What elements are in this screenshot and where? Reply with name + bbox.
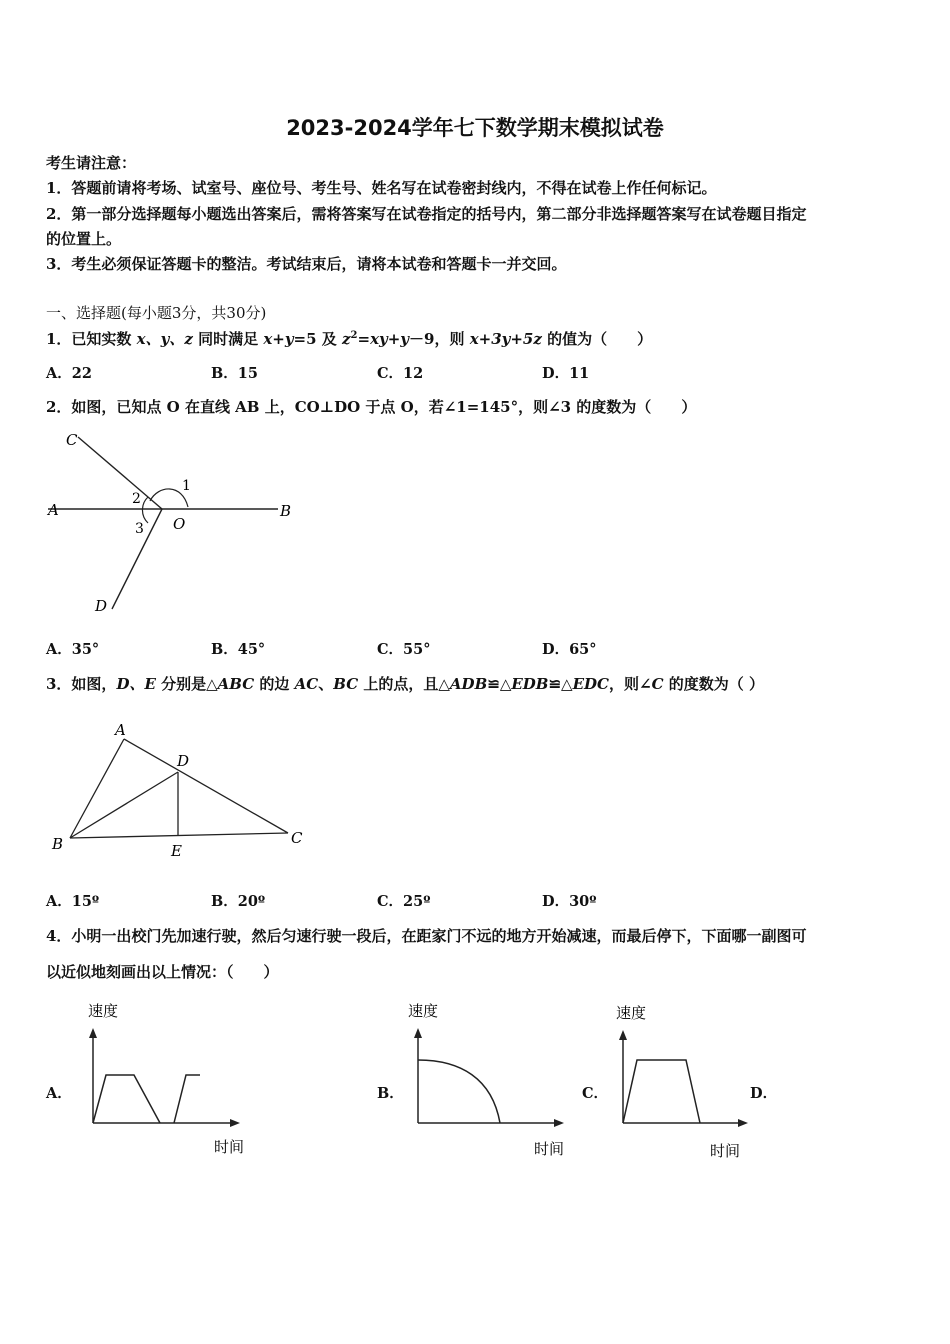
- q1-vars: x、y、z: [136, 330, 193, 348]
- q1-eq2: =xy+y: [357, 330, 410, 348]
- q4-option-c[interactable]: C．: [582, 1085, 609, 1102]
- segment-bd: [70, 772, 178, 838]
- question-4-line-2: 以近似地刻画出以上情况：（ ）: [46, 963, 279, 981]
- x-axis-arrow: [554, 1119, 564, 1127]
- q1-prefix: 1．已知实数: [46, 330, 137, 348]
- q3-figure: [40, 715, 320, 865]
- label-d: D: [177, 752, 190, 770]
- q3-suffix: 的度数为（ ）: [663, 675, 764, 693]
- y-axis-label: 速度: [408, 1002, 439, 1020]
- graph-b: [400, 998, 580, 1168]
- q2-option-d[interactable]: D．65°: [542, 641, 597, 658]
- q3-cong1: ≌△: [487, 675, 512, 693]
- speed-curve: [623, 1060, 700, 1123]
- q1-eq1: x+y: [263, 330, 294, 348]
- q3-option-d[interactable]: D．30º: [542, 893, 597, 910]
- q3-edb: EDB: [511, 675, 549, 693]
- notice-item: 3．考生必须保证答题卡的整洁。考试结束后，请将本试卷和答题卡一并交回。: [46, 255, 567, 273]
- q2-option-a[interactable]: A．35°: [46, 641, 100, 658]
- speed-curve: [93, 1075, 160, 1123]
- q3-mid4: 上的点，且△: [358, 675, 450, 693]
- label-a: A: [115, 721, 126, 739]
- label-angle-3: 3: [135, 521, 144, 537]
- label-angle-1: 1: [182, 478, 191, 494]
- q1-option-b[interactable]: B．15: [211, 365, 258, 382]
- q3-mid3: 、: [318, 675, 334, 693]
- q1-eq2b: －9，则: [409, 330, 470, 348]
- q3-mid2: 的边: [254, 675, 295, 693]
- graph-c: [608, 998, 758, 1168]
- q1-sup: 2: [350, 330, 358, 341]
- side-ac: [124, 739, 288, 833]
- q1-expr: x+3y+5z: [469, 330, 542, 348]
- label-c: C: [66, 431, 78, 449]
- x-axis-arrow: [738, 1119, 748, 1127]
- question-3: [46, 673, 764, 694]
- x-axis-label: 时间: [534, 1140, 565, 1158]
- q3-cong2: ≌△: [548, 675, 573, 693]
- notice-item: 2．第一部分选择题每小题选出答案后，需将答案写在试卷指定的括号内，第二部分非选择题答案写在试卷题目指定: [46, 205, 807, 223]
- label-c: C: [291, 829, 303, 847]
- x-axis-label: 时间: [214, 1138, 245, 1156]
- graph-a: [80, 998, 260, 1168]
- label-angle-2: 2: [132, 491, 141, 507]
- label-a: A: [48, 501, 59, 519]
- label-b: B: [52, 835, 64, 853]
- q2-option-c[interactable]: C．55°: [377, 641, 431, 658]
- q3-abc: ABC: [217, 675, 255, 693]
- q3-bc: BC: [333, 675, 359, 693]
- label-d: D: [95, 597, 108, 615]
- q4-option-a[interactable]: A．: [46, 1085, 72, 1102]
- label-b: B: [280, 502, 292, 520]
- y-axis-arrow: [414, 1028, 422, 1038]
- q3-option-b[interactable]: B．20º: [211, 893, 266, 910]
- q1-option-d[interactable]: D．11: [542, 365, 590, 382]
- q4-option-b[interactable]: B．: [377, 1085, 404, 1102]
- q2-figure: [40, 425, 310, 620]
- q3-pts: D、E: [116, 675, 156, 693]
- label-o: O: [173, 515, 186, 533]
- x-axis-arrow: [230, 1119, 240, 1127]
- q1-eq1b: =5 及: [293, 330, 342, 348]
- y-axis-label: 速度: [616, 1004, 647, 1022]
- q1-mid: 同时满足: [192, 330, 264, 348]
- angle-2-3-arc: [142, 497, 148, 523]
- notice-item: 1．答题前请将考场、试室号、座位号、考生号、姓名写在试卷密封线内，不得在试卷上作任何标记。: [46, 179, 717, 197]
- q4-option-d[interactable]: D．: [750, 1085, 778, 1102]
- question-2: 2．如图，已知点 O 在直线 AB 上，CO⊥DO 于点 O，若∠1=145°，则∠3 的度数为（ ）: [46, 398, 697, 416]
- y-axis-arrow: [89, 1028, 97, 1038]
- q1-option-a[interactable]: A．22: [46, 365, 92, 382]
- q3-option-a[interactable]: A．15º: [46, 893, 100, 910]
- notice-item: 的位置上。: [46, 230, 122, 248]
- q1-option-c[interactable]: C．12: [377, 365, 424, 382]
- y-axis-arrow: [619, 1030, 627, 1040]
- speed-curve-2: [174, 1075, 200, 1123]
- q3-mid5: ，则∠: [608, 675, 652, 693]
- question-1: [46, 328, 652, 349]
- question-4-line-1: 4．小明一出校门先加速行驶，然后匀速行驶一段后，在距家门不远的地方开始减速，而最后停下，下面哪一副图可: [46, 927, 807, 945]
- q1-suffix: 的值为（ ）: [541, 330, 653, 348]
- speed-curve: [418, 1060, 500, 1123]
- q2-option-b[interactable]: B．45°: [211, 641, 266, 658]
- q3-mid1: 分别是△: [155, 675, 218, 693]
- side-ab: [70, 739, 124, 838]
- q3-ac: AC: [294, 675, 319, 693]
- side-bc: [70, 833, 288, 838]
- q1-z: z: [342, 330, 351, 348]
- q3-adb: ADB: [449, 675, 488, 693]
- label-e: E: [171, 842, 182, 860]
- x-axis-label: 时间: [710, 1142, 741, 1160]
- q3-c: C: [651, 675, 664, 693]
- ray-oc: [78, 437, 162, 509]
- notice-heading: 考生请注意：: [46, 154, 137, 172]
- q3-prefix: 3．如图，: [46, 675, 117, 693]
- page-title: 2023-2024学年七下数学期末模拟试卷: [286, 116, 664, 140]
- section-heading: 一、选择题(每小题3分，共30分): [46, 304, 267, 322]
- y-axis-label: 速度: [88, 1002, 119, 1020]
- q3-edc: EDC: [572, 675, 609, 693]
- q3-option-c[interactable]: C．25º: [377, 893, 431, 910]
